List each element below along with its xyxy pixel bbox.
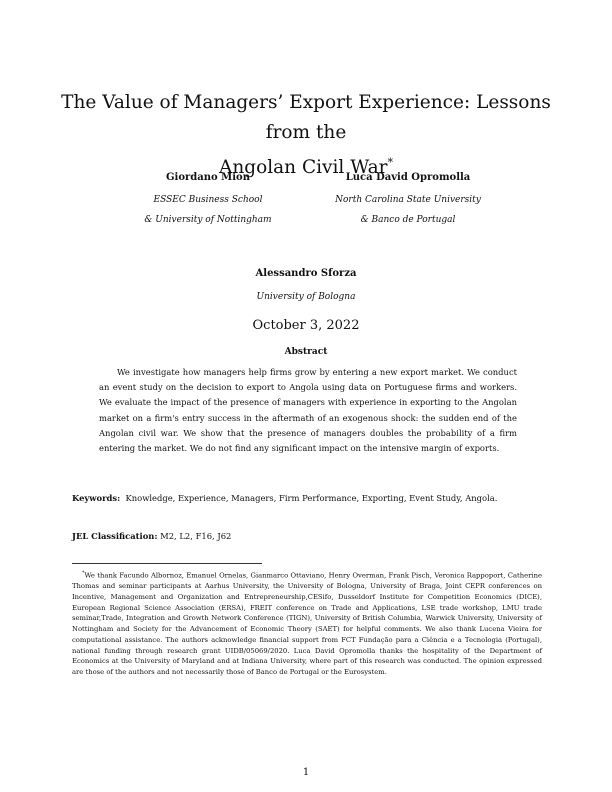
abstract-heading: Abstract: [284, 347, 328, 357]
author-affiliation: University of Bologna: [256, 292, 356, 302]
footnote-marker: *: [82, 570, 85, 576]
page-number: 1: [302, 767, 310, 778]
paper-date: October 3, 2022: [252, 318, 360, 333]
author-block-2: [318, 172, 498, 183]
footnote-rule: [72, 563, 262, 564]
author-name: Luca David Opromolla: [345, 172, 471, 183]
jel-label: JEL Classification:: [72, 531, 158, 541]
abstract-text: We investigate how managers help firms grow by entering a new export market. We conduct an event study on the decision to export to Angola using data on Portuguese firms and workers. We evaluate the impact of the presence of managers with experience in exporting to the Angolan market on a firm's entry success in the aftermath of an exogenous shock: the sudden end of the Angolan civil war. We show that the presence of managers doubles the probability of a firm entering the market. We do not find any significant impact on the intensive margin of exports.: [99, 367, 517, 454]
author-name: Giordano Mion: [166, 172, 250, 183]
keywords-label: Keywords:: [72, 493, 121, 503]
title-footnote-marker: *: [387, 156, 393, 169]
footnote: [72, 568, 542, 678]
paper-title: [60, 88, 552, 183]
author-affiliation: ESSEC Business School: [153, 195, 263, 205]
keywords: [72, 491, 542, 506]
footnote-text: We thank Facundo Albornoz, Emanuel Ornelas, Gianmarco Ottaviano, Henry Overman, Frank Pisch, Veronica Rappoport, Catherine Thomas and seminar participants at Aarhus University, the University of Bologna, University of Braga, Joint CEPR conferences on Incentive, Management and Organization and Entrepreneurship,CESifo, Dusseldorf Institute for Competition Economics (DICE), European Regional Science Association (ERSA), FREIT conference on Trade and Applications, LSE trade workshop, LMU trade seminar,Trade, Integration and Growth Network Conference (TIGN), University of British Columbia, Warwick University, University of Nottingham and Society for the Advancement of Economic Theory (SAET) for helpful comments. We also thank Lucena Vieira for computational assistance. The authors acknowledge financial support from FCT Fundação para a Ciência e a Tecnologia (Portugal), national funding through research grant UIDB/05069/2020. Luca David Opromolla thanks the hospitality of the Department of Economics at the University of Maryland and at Indiana University, where part of this research was conducted. The opinion expressed are those of the authors and not necessarily those of Banco de Portugal or the Eurosystem.: [72, 571, 542, 677]
author-affiliation: & Banco de Portugal: [360, 215, 456, 225]
title-line-1: The Value of Managers’ Export Experience: Lessons from the: [61, 92, 551, 143]
keywords-text: Knowledge, Experience, Managers, Firm Performance, Exporting, Event Study, Angola.: [125, 493, 498, 503]
author-affiliation: North Carolina State University: [335, 195, 481, 205]
jel-codes: M2, L2, F16, J62: [160, 531, 232, 541]
author-name: Alessandro Sforza: [255, 268, 357, 279]
jel-classification: [72, 531, 231, 541]
author-affiliation: & University of Nottingham: [144, 215, 272, 225]
author-block-1: [128, 172, 288, 183]
title-line-2-text: Angolan Civil War: [218, 157, 388, 179]
